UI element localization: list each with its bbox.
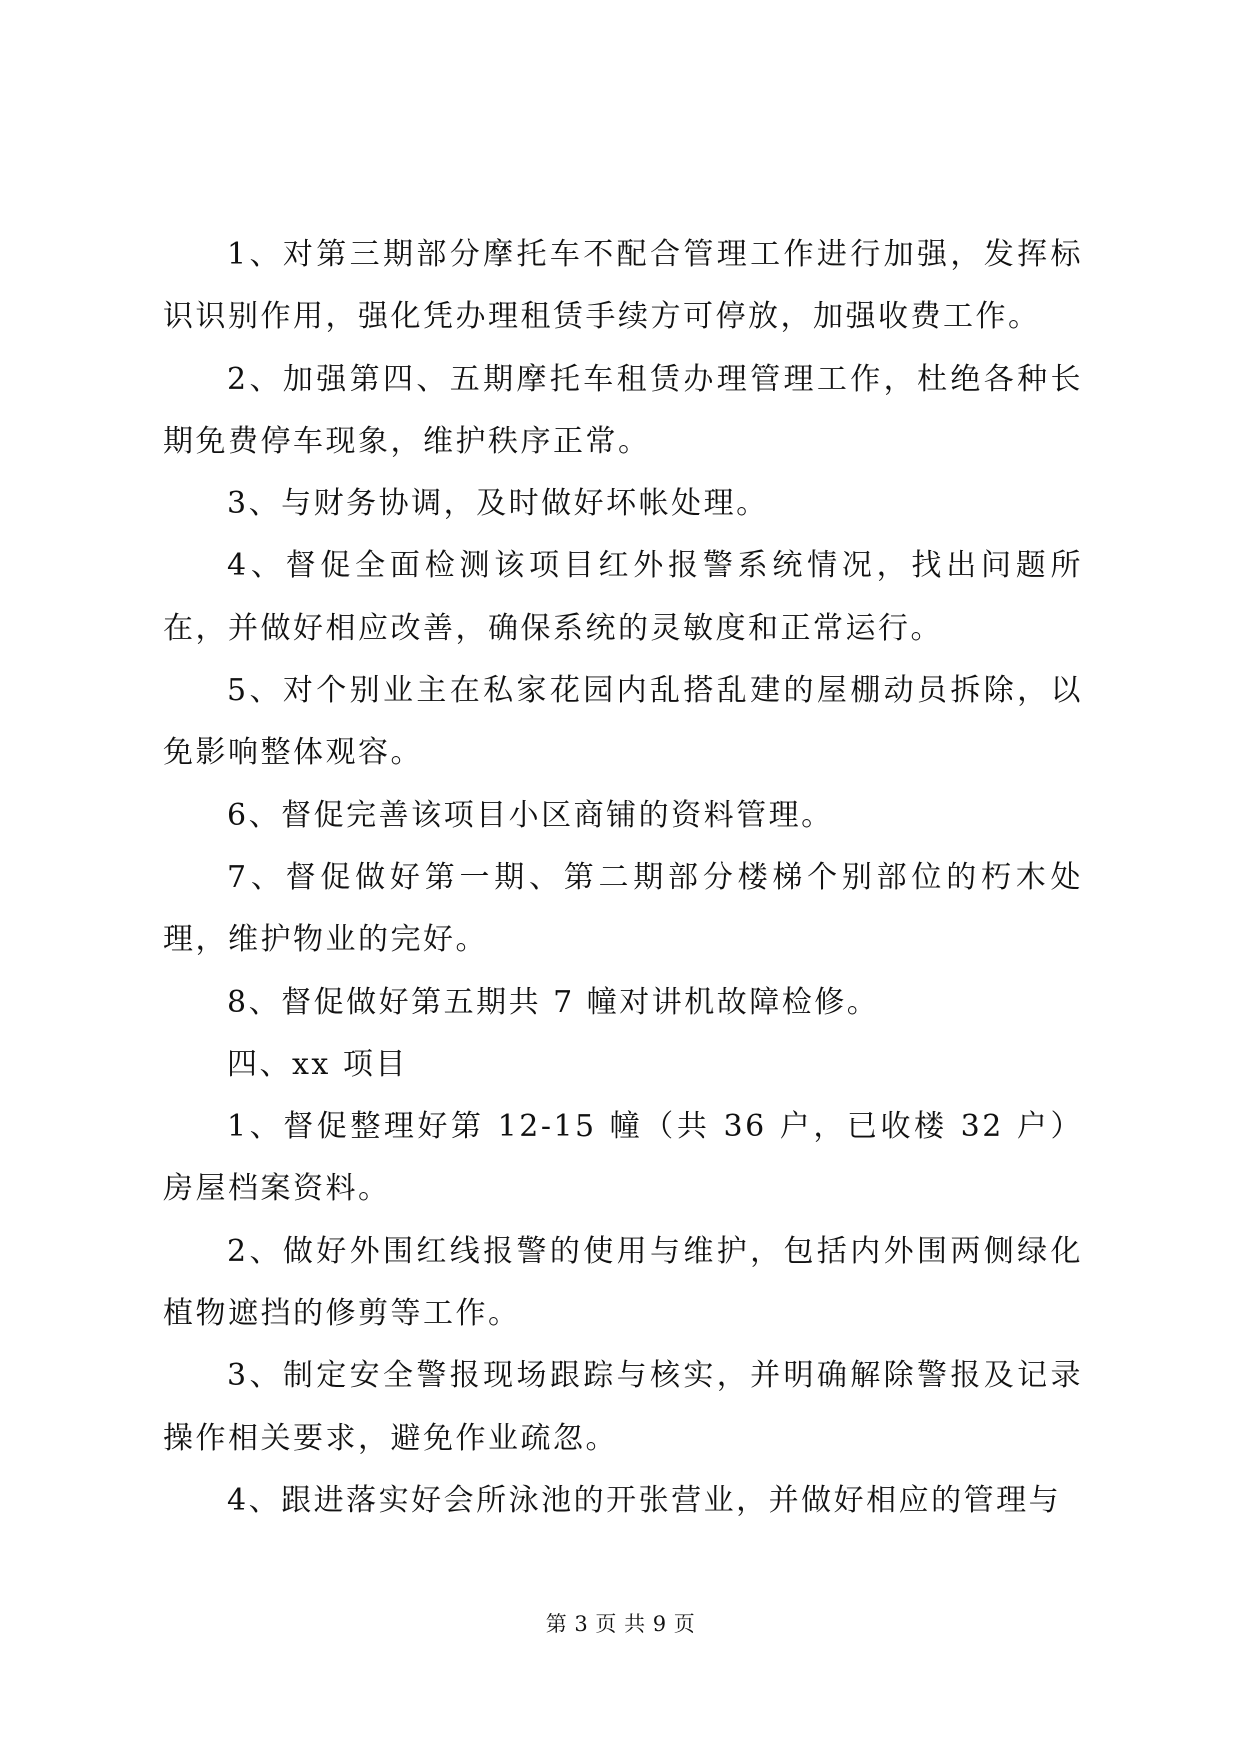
paragraph-10: 2、做好外围红线报警的使用与维护，包括内外围两侧绿化植物遮挡的修剪等工作。 [163, 1233, 1083, 1332]
paragraph-7: 7、督促做好第一期、第二期部分楼梯个别部位的朽木处理，维护物业的完好。 [163, 859, 1083, 958]
paragraph-12: 4、跟进落实好会所泳池的开张营业，并做好相应的管理与 [227, 1482, 1062, 1518]
paragraph-2: 2、加强第四、五期摩托车租赁办理管理工作，杜绝各种长期免费停车现象，维护秩序正常。 [163, 361, 1083, 459]
paragraph-6: 6、督促完善该项目小区商铺的资料管理。 [227, 797, 834, 833]
paragraph-5: 5、对个别业主在私家花园内乱搭乱建的屋棚动员拆除，以免影响整体观容。 [163, 673, 1083, 771]
paragraph-8: 8、督促做好第五期共 7 幢对讲机故障检修。 [227, 984, 880, 1020]
section-heading: 四、xx 项目 [227, 1046, 408, 1082]
paragraph-4: 4、督促全面检测该项目红外报警系统情况，找出问题所在，并做好相应改善，确保系统的灵敏度和正常运行。 [163, 548, 1083, 646]
paragraph-9: 1、督促整理好第 12-15 幢（共 36 户，已收楼 32 户）房屋档案资料。 [163, 1109, 1083, 1207]
paragraph-11: 3、制定安全警报现场跟踪与核实，并明确解除警报及记录操作相关要求，避免作业疏忽。 [163, 1358, 1083, 1456]
paragraph-1: 1、对第三期部分摩托车不配合管理工作进行加强，发挥标识识别作用，强化凭办理租赁手续方可停放，加强收费工作。 [163, 237, 1083, 335]
document-body [163, 224, 1083, 1532]
page-number-footer: 第 3 页 共 9 页 [545, 1612, 696, 1636]
paragraph-3: 3、与财务协调，及时做好坏帐处理。 [227, 486, 769, 522]
